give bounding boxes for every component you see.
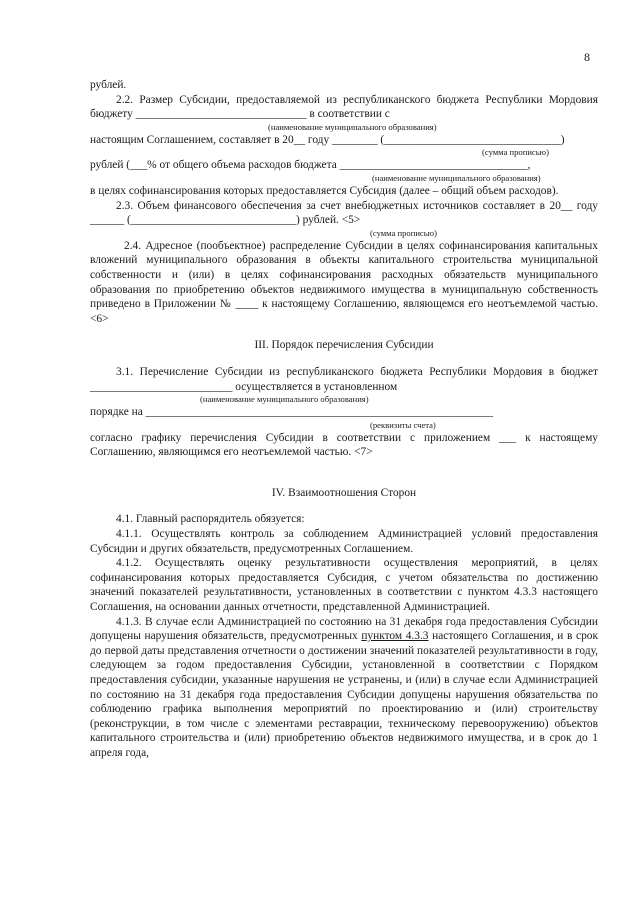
section-4-heading: IV. Взаимоотношения Сторон [271, 486, 417, 499]
paragraph-2-4: 2.4. Адресное (пообъектное) распределение Субсидии в целях софинансирования капитальных вложений муниципального образования в объекты капитального строительства муниципальной собственности и (или) в целях софинансирования расходных обязательств муниципального образования по приобретению объектов недвижимого имущества в муниципальную собственность приведено в Приложении № ____ к настоящему Соглашению, являющемся его неотъемлемой частью. <6> [90, 239, 598, 325]
paragraph-2-2-part1: 2.2. Размер Субсидии, предоставляемой из республиканского бюджета Республики Мордовия бюджету ______________________________ в соответствии с [90, 93, 598, 121]
paragraph-4-1: 4.1. Главный распорядитель обязуется: [116, 513, 305, 526]
paragraph-4-1-2: 4.1.2. Осуществлять оценку результативности осуществления мероприятий, в целях софинансирования которых предоставляется Субсидия, с учетом обязательства по достижению значений показателей результативности, установленных в соответствии с пунктом 4.3.3 настоящего Соглашения, на основании данных отчетности, представленной Администрацией. [90, 557, 598, 614]
paragraph-3-1-part3: согласно графику перечисления Субсидии в соответствии с приложением ___ к настоящему Соглашению, являющимся его неотъемлемой частью. <7> [90, 431, 598, 459]
caption-municipality-1: (наименование муниципального образования) [268, 121, 437, 132]
caption-account-details: (реквизиты счета) [370, 419, 436, 430]
paragraph-2-2-part4: в целях софинансирования которых предоставляется Субсидия (далее – общий объем расходов). [90, 184, 559, 197]
paragraph-4-1-3-part2: настоящего Соглашения, и в срок до первой даты представления отчетности о достижении значений показателей результативности в году, следующем за годом предоставления Субсидии, установленной в соответствии с Порядком предоставления субсидии, указанные нарушения не устранены, и (или) в случае если Администрацией по состоянию на 31 декабря года предоставления Субсидии допущены нарушения обязательства по соблюдению графика выполнения мероприятий по проектированию и (или) строительству (реконструкции, в том числе с элементами реставрации, техническому перевооружению) объектов капитального строительства и (или) приобретению объектов недвижимого имущества, и в срок до 1 апреля года, [90, 630, 598, 759]
caption-municipality-3: (наименование муниципального образования) [200, 394, 369, 405]
section-3-heading: III. Порядок перечисления Субсидии [254, 339, 434, 352]
paragraph-3-1-part2: порядке на _____________________________________________________________ [90, 406, 494, 419]
paragraph-4-1-1: 4.1.1. Осуществлять контроль за соблюдением Администрацией условий предоставления Субсидии и других обязательств, предусмотренных Соглашением. [90, 528, 598, 555]
caption-amount-words-2: (сумма прописью) [370, 227, 437, 238]
page-number: 8 [584, 50, 590, 64]
paragraph-3-1-part1: 3.1. Перечисление Субсидии из республиканского бюджета Республики Мордовия в бюджет _________________________ осуществляется в установленном [90, 365, 598, 393]
clause-4-3-3-link[interactable]: пунктом 4.3.3 [361, 630, 429, 643]
paragraph-4-1-3-part1: 4.1.3. В случае если Администрацией по состоянию на 31 декабря года предоставления Субсидии допущены нарушения обязательств, предусмотренных [90, 615, 598, 643]
document-body [90, 78, 598, 761]
paragraph-2-3: 2.3. Объем финансового обеспечения за счет внебюджетных источников составляет в 20__ году ______ (_____________________________) рублей. <5> [90, 199, 598, 227]
paragraph-4-1-3 [90, 615, 598, 761]
paragraph-2-2-part3: рублей (___% от общего объема расходов бюджета _________________________________, [90, 159, 531, 172]
caption-municipality-2: (наименование муниципального образования) [372, 172, 541, 183]
caption-amount-words-1: (сумма прописью) [482, 147, 549, 158]
line-rubles: рублей. [90, 79, 127, 91]
paragraph-2-2-part2: настоящим Соглашением, составляет в 20__ году ________ (_______________________________) [90, 133, 565, 146]
